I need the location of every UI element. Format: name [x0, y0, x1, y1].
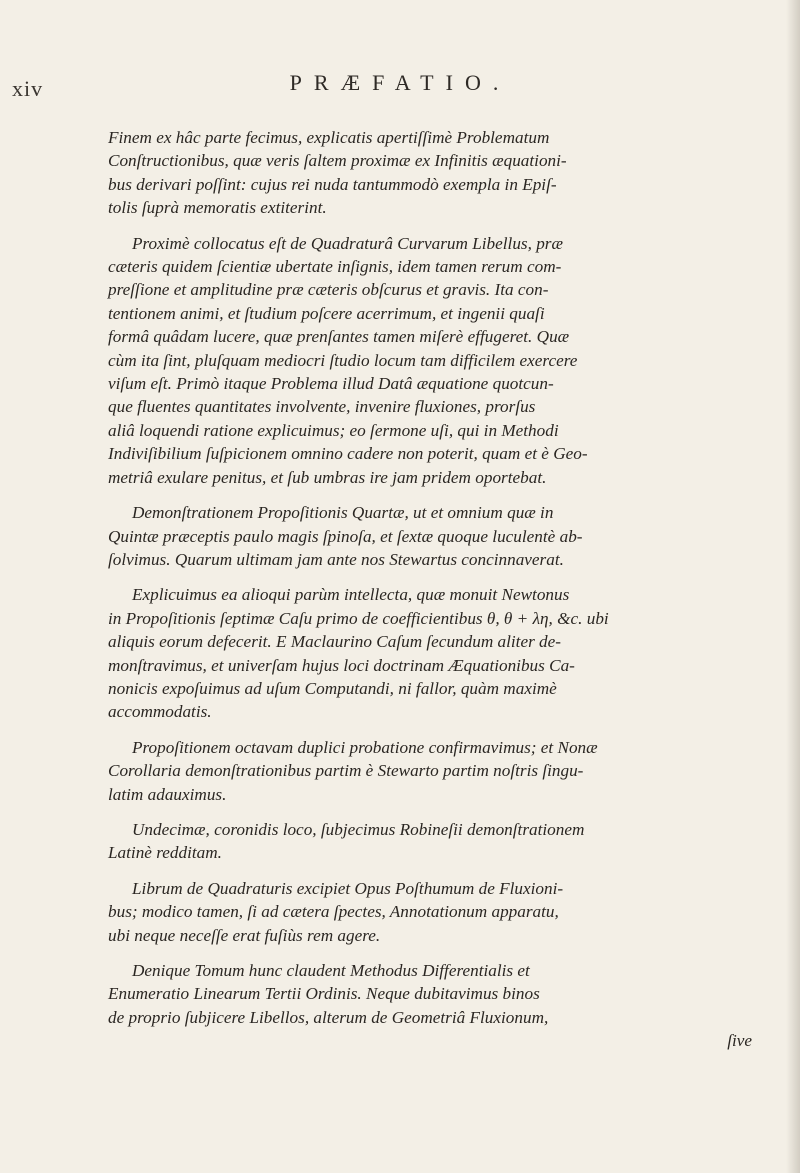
paragraph-7	[108, 877, 760, 947]
paragraph-1	[108, 126, 760, 220]
text-line: aliâ loquendi ratione explicuimus; eo ſermone uſi, qui in Methodi	[108, 420, 559, 440]
paragraph-3	[108, 501, 760, 571]
text-line: formâ quâdam lucere, quæ prenſantes tamen miſerè effugeret. Quæ	[108, 327, 570, 347]
text-line: tolis ſuprà memoratis extiterint.	[108, 198, 327, 218]
text-line: de proprio ſubjicere Libellos, alterum de Geometriâ Fluxionum,	[108, 1007, 549, 1027]
text-line: Proximè collocatus eſt de Quadraturâ Curvarum Libellus, præ	[132, 233, 563, 253]
page-edge-shadow	[786, 0, 800, 1173]
text-line: bus derivari poſſint: cujus rei nuda tantummodò exempla in Epiſ-	[108, 174, 557, 194]
text-line: Corollaria demonſtrationibus partim è Stewarto partim noſtris ſingu-	[108, 761, 584, 781]
paragraph-5	[108, 736, 760, 806]
text-line: preſſione et amplitudine præ cæteris obſcurus et gravis. Ita con-	[108, 280, 549, 300]
text-line: Librum de Quadraturis excipiet Opus Poſthumum de Fluxioni-	[132, 878, 564, 898]
text-line: Undecimæ, coronidis loco, ſubjecimus Robineſii demonſtrationem	[132, 819, 585, 839]
text-line: bus; modico tamen, ſi ad cætera ſpectes, Annotationum apparatu,	[108, 902, 559, 922]
paragraph-6	[108, 818, 760, 865]
text-line: aliquis eorum defecerit. E Maclaurino Caſum ſecundum aliter de-	[108, 632, 562, 652]
text-line: tentionem animi, et ſtudium poſcere acerrimum, et ingenii quaſi	[108, 303, 545, 323]
text-line: que fluentes quantitates involvente, invenire fluxiones, prorſus	[108, 397, 536, 417]
text-line: in Propoſitionis ſeptimæ Caſu primo de coefficientibus θ, θ + λη, &c. ubi	[108, 608, 609, 628]
text-line: viſum eſt. Primò itaque Problema illud Datâ æquatione quotcun-	[108, 374, 554, 394]
text-line: Demonſtrationem Propoſitionis Quartæ, ut et omnium quæ in	[132, 503, 554, 523]
text-line: metriâ exulare penitus, et ſub umbras ire jam pridem oportebat.	[108, 467, 547, 487]
text-line: Enumeratio Linearum Tertii Ordinis. Neque dubitavimus binos	[108, 984, 540, 1004]
text-line: ſolvimus. Quarum ultimam jam ante nos Stewartus concinnaverat.	[108, 549, 564, 569]
page-number: xiv	[12, 76, 44, 101]
body-text	[108, 126, 760, 1065]
text-line: ubi neque neceſſe erat fuſiùs rem agere.	[108, 925, 381, 945]
text-line: Explicuimus ea alioqui parùm intellecta, quæ monuit Newtonus	[132, 585, 570, 605]
text-line: Indiviſibilium ſuſpicionem omnino cadere non poterit, quam et è Geo-	[108, 444, 588, 464]
text-line: Conſtructionibus, quæ veris ſaltem proximæ ex Infinitis æquationi-	[108, 151, 567, 171]
text-line: Finem ex hâc parte fecimus, explicatis apertiſſimè Problematum	[108, 128, 550, 147]
catchword: ſive	[727, 1031, 752, 1051]
text-line: Latinè redditam.	[108, 843, 222, 863]
text-line: nonicis expoſuimus ad uſum Computandi, ni fallor, quàm maximè	[108, 678, 557, 698]
text-line: Quintæ præceptis paulo magis ſpinoſa, et ſextæ quoque luculentè ab-	[108, 526, 583, 546]
paragraph-2	[108, 232, 760, 489]
text-line: monſtravimus, et univerſam hujus loci doctrinam Æquationibus Ca-	[108, 655, 575, 675]
text-line: Denique Tomum hunc claudent Methodus Differentialis et	[132, 961, 530, 980]
text-line: latim adauximus.	[108, 784, 227, 804]
text-line: Propoſitionem octavam duplici probatione confirmavimus; et Nonæ	[132, 737, 598, 757]
running-head: PRÆFATIO.	[289, 70, 511, 95]
text-line: cùm ita ſint, pluſquam mediocri ſtudio locum tam difficilem exercere	[108, 350, 578, 370]
text-line: cæteris quidem ſcientiæ ubertate inſignis, idem tamen rerum com-	[108, 257, 562, 277]
paragraph-4	[108, 583, 760, 723]
paragraph-8	[108, 959, 760, 1053]
text-line: accommodatis.	[108, 702, 212, 722]
